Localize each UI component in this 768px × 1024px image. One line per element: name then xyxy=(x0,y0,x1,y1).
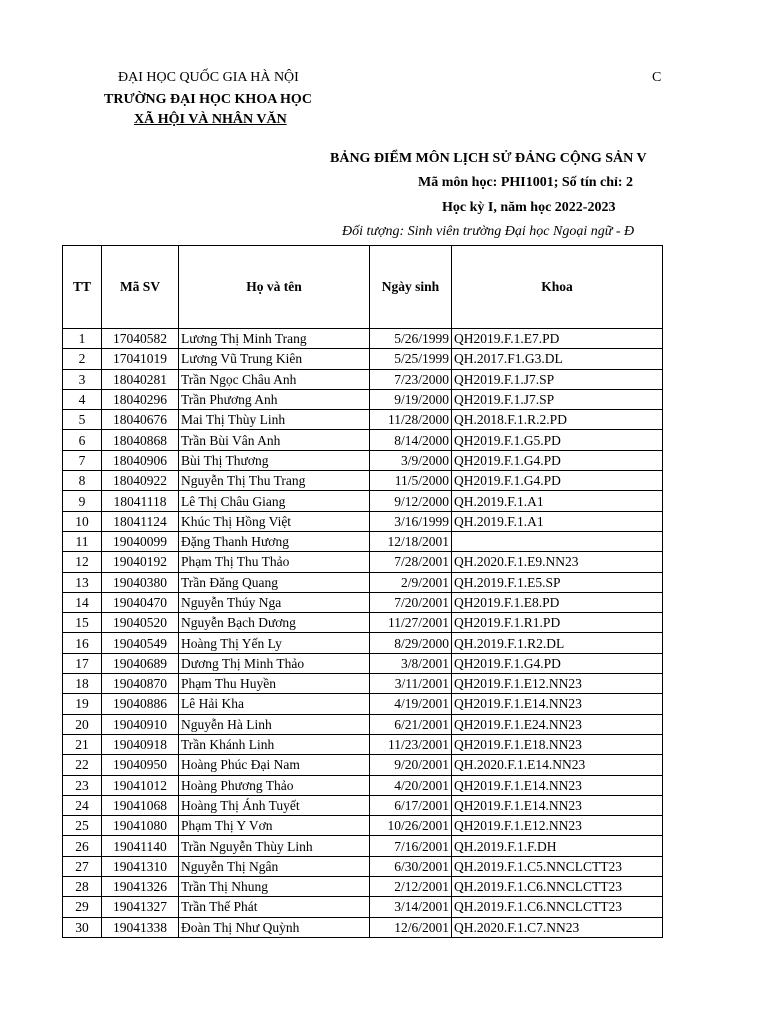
cell-class: QH2019.F.1.E14.NN23 xyxy=(452,775,663,795)
table-row xyxy=(63,633,663,653)
cell-birth-date: 9/12/2000 xyxy=(370,491,452,511)
cell-student-id: 18040281 xyxy=(102,369,179,389)
cell-student-id: 18040296 xyxy=(102,389,179,409)
cell-full-name: Lương Vũ Trung Kiên xyxy=(179,349,370,369)
cell-birth-date: 7/20/2001 xyxy=(370,592,452,612)
cell-full-name: Hoàng Thị Yến Ly xyxy=(179,633,370,653)
cell-class: QH.2019.F.1.C6.NNCLCTT23 xyxy=(452,897,663,917)
cell-student-id: 19041310 xyxy=(102,856,179,876)
school-name: TRƯỜNG ĐẠI HỌC KHOA HỌC xyxy=(104,92,312,107)
cell-tt: 30 xyxy=(63,917,102,937)
cell-class: QH.2020.F.1.E9.NN23 xyxy=(452,552,663,572)
cell-full-name: Trần Thị Nhung xyxy=(179,877,370,897)
table-row xyxy=(63,491,663,511)
cell-full-name: Mai Thị Thùy Linh xyxy=(179,410,370,430)
cell-tt: 6 xyxy=(63,430,102,450)
cell-birth-date: 7/23/2000 xyxy=(370,369,452,389)
grade-table xyxy=(62,245,663,938)
table-row xyxy=(63,775,663,795)
cell-tt: 19 xyxy=(63,694,102,714)
cell-student-id: 19040549 xyxy=(102,633,179,653)
cell-full-name: Nguyễn Thị Thu Trang xyxy=(179,471,370,491)
cell-student-id: 19040950 xyxy=(102,755,179,775)
cell-tt: 27 xyxy=(63,856,102,876)
cell-birth-date: 6/30/2001 xyxy=(370,856,452,876)
cell-tt: 7 xyxy=(63,450,102,470)
cell-birth-date: 9/19/2000 xyxy=(370,389,452,409)
cell-tt: 21 xyxy=(63,734,102,754)
cell-class: QH2019.F.1.E14.NN23 xyxy=(452,694,663,714)
cell-student-id: 19041326 xyxy=(102,877,179,897)
cell-birth-date: 12/6/2001 xyxy=(370,917,452,937)
table-row xyxy=(63,795,663,815)
header-full-name: Họ và tên xyxy=(179,246,370,329)
cell-class xyxy=(452,531,663,551)
cell-student-id: 19040870 xyxy=(102,674,179,694)
cell-full-name: Phạm Thu Huyền xyxy=(179,674,370,694)
cell-class: QH2019.F.1.G4.PD xyxy=(452,450,663,470)
cell-student-id: 18040906 xyxy=(102,450,179,470)
cell-class: QH.2017.F1.G3.DL xyxy=(452,349,663,369)
table-row xyxy=(63,917,663,937)
cell-full-name: Khúc Thị Hồng Việt xyxy=(179,511,370,531)
cell-student-id: 19041012 xyxy=(102,775,179,795)
cell-student-id: 19040099 xyxy=(102,531,179,551)
cell-birth-date: 5/25/1999 xyxy=(370,349,452,369)
cell-full-name: Lê Thị Châu Giang xyxy=(179,491,370,511)
cell-tt: 10 xyxy=(63,511,102,531)
cell-class: QH2019.F.1.E24.NN23 xyxy=(452,714,663,734)
cell-tt: 8 xyxy=(63,471,102,491)
cell-birth-date: 10/26/2001 xyxy=(370,816,452,836)
cell-birth-date: 4/20/2001 xyxy=(370,775,452,795)
cell-birth-date: 4/19/2001 xyxy=(370,694,452,714)
header-tt: TT xyxy=(63,246,102,329)
cell-class: QH2019.F.1.J7.SP xyxy=(452,369,663,389)
table-row xyxy=(63,897,663,917)
cell-class: QH.2019.F.1.C6.NNCLCTT23 xyxy=(452,877,663,897)
cell-tt: 5 xyxy=(63,410,102,430)
table-body xyxy=(63,329,663,938)
document-title: BẢNG ĐIỂM MÔN LỊCH SỬ ĐẢNG CỘNG SẢN V xyxy=(330,151,647,166)
cell-tt: 4 xyxy=(63,389,102,409)
cell-student-id: 19040192 xyxy=(102,552,179,572)
table-row xyxy=(63,816,663,836)
cell-tt: 12 xyxy=(63,552,102,572)
table-header-row xyxy=(63,246,663,329)
cell-student-id: 18040676 xyxy=(102,410,179,430)
cell-student-id: 19040520 xyxy=(102,613,179,633)
table-row xyxy=(63,572,663,592)
table-row xyxy=(63,369,663,389)
table-row xyxy=(63,552,663,572)
cell-tt: 16 xyxy=(63,633,102,653)
cell-student-id: 18041124 xyxy=(102,511,179,531)
cell-birth-date: 8/14/2000 xyxy=(370,430,452,450)
cell-birth-date: 9/20/2001 xyxy=(370,755,452,775)
table-row xyxy=(63,450,663,470)
university-name: ĐẠI HỌC QUỐC GIA HÀ NỘI xyxy=(118,70,299,85)
table-row xyxy=(63,755,663,775)
cell-student-id: 19040886 xyxy=(102,694,179,714)
cell-birth-date: 6/21/2001 xyxy=(370,714,452,734)
table-row xyxy=(63,471,663,491)
cell-birth-date: 11/23/2001 xyxy=(370,734,452,754)
cell-tt: 22 xyxy=(63,755,102,775)
cell-full-name: Trần Ngọc Châu Anh xyxy=(179,369,370,389)
cell-birth-date: 7/16/2001 xyxy=(370,836,452,856)
cell-birth-date: 7/28/2001 xyxy=(370,552,452,572)
table-row xyxy=(63,410,663,430)
cell-full-name: Phạm Thị Y Vơn xyxy=(179,816,370,836)
cell-tt: 23 xyxy=(63,775,102,795)
cell-class: QH2019.F.1.E7.PD xyxy=(452,329,663,349)
cell-student-id: 19040689 xyxy=(102,653,179,673)
cell-birth-date: 2/9/2001 xyxy=(370,572,452,592)
cell-student-id: 17040582 xyxy=(102,329,179,349)
cell-full-name: Dương Thị Minh Thảo xyxy=(179,653,370,673)
cell-birth-date: 12/18/2001 xyxy=(370,531,452,551)
faculty-name: XÃ HỘI VÀ NHÂN VĂN xyxy=(134,112,287,127)
header-student-id: Mã SV xyxy=(102,246,179,329)
cell-class: QH2019.F.1.R1.PD xyxy=(452,613,663,633)
cell-student-id: 19040918 xyxy=(102,734,179,754)
cell-full-name: Nguyễn Thúy Nga xyxy=(179,592,370,612)
cell-tt: 28 xyxy=(63,877,102,897)
cell-full-name: Nguyễn Thị Ngân xyxy=(179,856,370,876)
cell-tt: 15 xyxy=(63,613,102,633)
cell-student-id: 18041118 xyxy=(102,491,179,511)
cell-student-id: 19040910 xyxy=(102,714,179,734)
table-row xyxy=(63,349,663,369)
cell-full-name: Hoàng Phúc Đại Nam xyxy=(179,755,370,775)
cell-class: QH2019.F.1.G4.PD xyxy=(452,471,663,491)
cell-birth-date: 11/28/2000 xyxy=(370,410,452,430)
cell-class: QH2019.F.1.J7.SP xyxy=(452,389,663,409)
cell-student-id: 19041327 xyxy=(102,897,179,917)
cell-class: QH2019.F.1.E14.NN23 xyxy=(452,795,663,815)
cell-tt: 1 xyxy=(63,329,102,349)
cell-tt: 29 xyxy=(63,897,102,917)
cell-tt: 18 xyxy=(63,674,102,694)
cell-tt: 20 xyxy=(63,714,102,734)
corner-text: C xyxy=(652,70,662,85)
cell-class: QH2019.F.1.E12.NN23 xyxy=(452,816,663,836)
cell-tt: 3 xyxy=(63,369,102,389)
table-row xyxy=(63,877,663,897)
cell-tt: 14 xyxy=(63,592,102,612)
course-info: Mã môn học: PHI1001; Số tín chỉ: 2 xyxy=(418,175,634,190)
cell-tt: 25 xyxy=(63,816,102,836)
cell-tt: 2 xyxy=(63,349,102,369)
cell-birth-date: 3/16/1999 xyxy=(370,511,452,531)
table-row xyxy=(63,430,663,450)
cell-full-name: Lê Hải Kha xyxy=(179,694,370,714)
cell-student-id: 19041080 xyxy=(102,816,179,836)
table-row xyxy=(63,674,663,694)
cell-full-name: Nguyễn Bạch Dương xyxy=(179,613,370,633)
cell-full-name: Trần Đăng Quang xyxy=(179,572,370,592)
cell-class: QH2019.F.1.E8.PD xyxy=(452,592,663,612)
cell-full-name: Trần Bùi Vân Anh xyxy=(179,430,370,450)
table-row xyxy=(63,329,663,349)
cell-class: QH.2019.F.1.A1 xyxy=(452,491,663,511)
cell-tt: 17 xyxy=(63,653,102,673)
cell-class: QH2019.F.1.G5.PD xyxy=(452,430,663,450)
cell-tt: 9 xyxy=(63,491,102,511)
table-row xyxy=(63,714,663,734)
table-row xyxy=(63,694,663,714)
cell-tt: 24 xyxy=(63,795,102,815)
cell-student-id: 19040470 xyxy=(102,592,179,612)
cell-class: QH.2019.F.1.C5.NNCLCTT23 xyxy=(452,856,663,876)
term-info: Học kỳ I, năm học 2022-2023 xyxy=(442,200,616,215)
cell-full-name: Trần Khánh Linh xyxy=(179,734,370,754)
header-class: Khoa xyxy=(452,246,663,329)
table-row xyxy=(63,836,663,856)
cell-class: QH2019.F.1.G4.PD xyxy=(452,653,663,673)
header-birth-date: Ngày sinh xyxy=(370,246,452,329)
cell-student-id: 19040380 xyxy=(102,572,179,592)
cell-student-id: 19041140 xyxy=(102,836,179,856)
table-row xyxy=(63,613,663,633)
cell-class: QH.2019.F.1.E5.SP xyxy=(452,572,663,592)
cell-birth-date: 3/8/2001 xyxy=(370,653,452,673)
cell-birth-date: 11/27/2001 xyxy=(370,613,452,633)
table-row xyxy=(63,653,663,673)
cell-birth-date: 2/12/2001 xyxy=(370,877,452,897)
cell-class: QH2019.F.1.E12.NN23 xyxy=(452,674,663,694)
cell-class: QH.2019.F.1.A1 xyxy=(452,511,663,531)
cell-birth-date: 5/26/1999 xyxy=(370,329,452,349)
cell-tt: 11 xyxy=(63,531,102,551)
cell-class: QH.2020.F.1.C7.NN23 xyxy=(452,917,663,937)
cell-full-name: Trần Nguyễn Thùy Linh xyxy=(179,836,370,856)
cell-class: QH.2019.F.1.F.DH xyxy=(452,836,663,856)
cell-birth-date: 3/9/2000 xyxy=(370,450,452,470)
table-row xyxy=(63,592,663,612)
cell-birth-date: 3/14/2001 xyxy=(370,897,452,917)
cell-birth-date: 11/5/2000 xyxy=(370,471,452,491)
table-row xyxy=(63,389,663,409)
table-row xyxy=(63,531,663,551)
cell-class: QH.2020.F.1.E14.NN23 xyxy=(452,755,663,775)
cell-birth-date: 6/17/2001 xyxy=(370,795,452,815)
cell-full-name: Lương Thị Minh Trang xyxy=(179,329,370,349)
cell-student-id: 18040868 xyxy=(102,430,179,450)
cell-full-name: Đặng Thanh Hương xyxy=(179,531,370,551)
cell-full-name: Phạm Thị Thu Thảo xyxy=(179,552,370,572)
cell-student-id: 19041068 xyxy=(102,795,179,815)
table-row xyxy=(63,856,663,876)
cell-full-name: Hoàng Thị Ánh Tuyết xyxy=(179,795,370,815)
cell-full-name: Trần Thế Phát xyxy=(179,897,370,917)
cell-full-name: Đoàn Thị Như Quỳnh xyxy=(179,917,370,937)
cell-tt: 26 xyxy=(63,836,102,856)
cell-birth-date: 8/29/2000 xyxy=(370,633,452,653)
cell-student-id: 17041019 xyxy=(102,349,179,369)
cell-tt: 13 xyxy=(63,572,102,592)
cell-full-name: Nguyễn Hà Linh xyxy=(179,714,370,734)
cell-full-name: Hoàng Phương Thảo xyxy=(179,775,370,795)
cell-student-id: 19041338 xyxy=(102,917,179,937)
cell-student-id: 18040922 xyxy=(102,471,179,491)
cell-class: QH2019.F.1.E18.NN23 xyxy=(452,734,663,754)
cell-class: QH.2019.F.1.R2.DL xyxy=(452,633,663,653)
cell-full-name: Trần Phương Anh xyxy=(179,389,370,409)
table-row xyxy=(63,734,663,754)
cell-full-name: Bùi Thị Thương xyxy=(179,450,370,470)
cell-birth-date: 3/11/2001 xyxy=(370,674,452,694)
table-row xyxy=(63,511,663,531)
cell-class: QH.2018.F.1.R.2.PD xyxy=(452,410,663,430)
target-audience: Đối tượng: Sinh viên trường Đại học Ngoại ngữ - Đ xyxy=(342,224,635,239)
